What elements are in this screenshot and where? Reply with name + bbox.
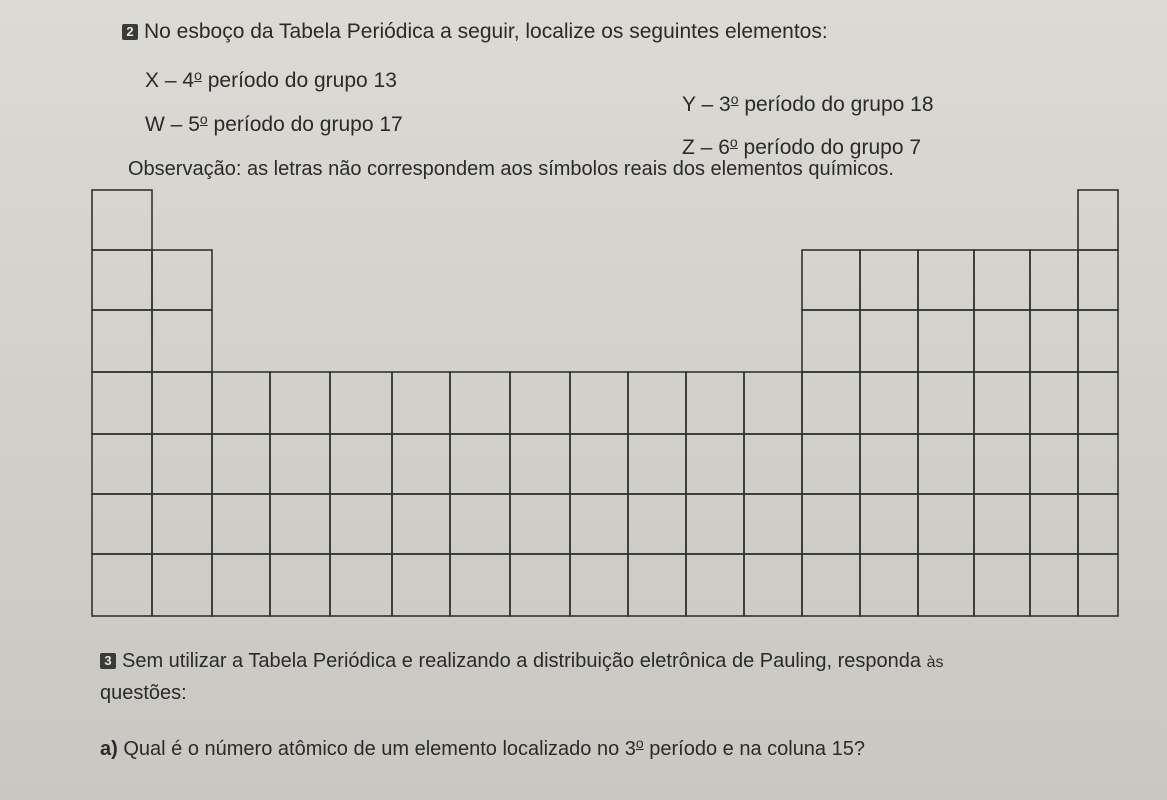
table-cell-p7-g5 bbox=[330, 554, 392, 616]
table-cell-p4-g16 bbox=[974, 372, 1030, 434]
item-period: 3 bbox=[719, 93, 731, 116]
table-cell-p6-g17 bbox=[1030, 494, 1078, 554]
table-cell-p4-g9 bbox=[570, 372, 628, 434]
item-ordinal: o bbox=[729, 134, 738, 150]
table-cell-p4-g7 bbox=[450, 372, 510, 434]
q3-a-text-2: período e na coluna 15? bbox=[649, 738, 865, 760]
table-cell-p6-g18 bbox=[1078, 494, 1118, 554]
table-cell-p6-g15 bbox=[918, 494, 974, 554]
table-cell-p6-g13 bbox=[802, 494, 860, 554]
table-cell-p2-g16 bbox=[974, 250, 1030, 310]
table-cell-p3-g16 bbox=[974, 310, 1030, 372]
table-cell-p5-g13 bbox=[802, 434, 860, 494]
table-cell-p7-g3 bbox=[212, 554, 270, 616]
table-cell-p5-g15 bbox=[918, 434, 974, 494]
table-cell-p5-g17 bbox=[1030, 434, 1078, 494]
table-cell-p7-g1 bbox=[92, 554, 152, 616]
table-cell-p5-g4 bbox=[270, 434, 330, 494]
table-cell-p5-g10 bbox=[628, 434, 686, 494]
q3-text-line2: questões: bbox=[100, 682, 187, 704]
table-cell-p6-g4 bbox=[270, 494, 330, 554]
table-cell-p4-g14 bbox=[860, 372, 918, 434]
table-cell-p4-g17 bbox=[1030, 372, 1078, 434]
table-cell-p7-g11 bbox=[686, 554, 744, 616]
table-cell-p4-g4 bbox=[270, 372, 330, 434]
table-cell-p3-g2 bbox=[152, 310, 212, 372]
table-cell-p3-g18 bbox=[1078, 310, 1118, 372]
table-cell-p5-g1 bbox=[92, 434, 152, 494]
table-cell-p4-g13 bbox=[802, 372, 860, 434]
table-cell-p4-g12 bbox=[744, 372, 802, 434]
table-cell-p7-g10 bbox=[628, 554, 686, 616]
table-cell-p3-g1 bbox=[92, 310, 152, 372]
table-cell-p6-g2 bbox=[152, 494, 212, 554]
table-cell-p3-g15 bbox=[918, 310, 974, 372]
table-cell-p4-g5 bbox=[330, 372, 392, 434]
q3-a-label: a) bbox=[100, 738, 118, 760]
table-cell-p6-g6 bbox=[392, 494, 450, 554]
table-cell-p5-g14 bbox=[860, 434, 918, 494]
item-description: período do grupo 13 bbox=[207, 69, 397, 92]
table-cell-p3-g17 bbox=[1030, 310, 1078, 372]
table-cell-p7-g6 bbox=[392, 554, 450, 616]
q3-text-small: às bbox=[926, 654, 944, 671]
table-cell-p6-g11 bbox=[686, 494, 744, 554]
table-cell-p6-g5 bbox=[330, 494, 392, 554]
table-cell-p7-g14 bbox=[860, 554, 918, 616]
table-cell-p5-g8 bbox=[510, 434, 570, 494]
table-cell-p4-g10 bbox=[628, 372, 686, 434]
item-period: 5 bbox=[188, 113, 200, 136]
item-period: 4 bbox=[182, 69, 195, 92]
table-cell-p7-g2 bbox=[152, 554, 212, 616]
table-cell-p6-g8 bbox=[510, 494, 570, 554]
item-dash: – bbox=[170, 113, 183, 136]
table-cell-p6-g1 bbox=[92, 494, 152, 554]
table-cell-p5-g12 bbox=[744, 434, 802, 494]
q3-number-badge: 3 bbox=[100, 653, 116, 669]
table-cell-p5-g16 bbox=[974, 434, 1030, 494]
item-dash: – bbox=[701, 93, 714, 116]
table-cell-p2-g18 bbox=[1078, 250, 1118, 310]
item-description: período do grupo 17 bbox=[213, 113, 403, 136]
table-cell-p7-g7 bbox=[450, 554, 510, 616]
item-dash: – bbox=[164, 69, 177, 92]
table-cell-p7-g17 bbox=[1030, 554, 1078, 616]
q3-a-ordinal: o bbox=[635, 735, 644, 751]
item-letter: Z bbox=[682, 136, 695, 159]
table-cell-p5-g11 bbox=[686, 434, 744, 494]
q3-a-period: 3 bbox=[624, 738, 636, 760]
table-cell-p6-g9 bbox=[570, 494, 628, 554]
table-cell-p5-g9 bbox=[570, 434, 628, 494]
q3-item-a bbox=[100, 735, 865, 761]
table-cell-p5-g7 bbox=[450, 434, 510, 494]
q2-note: Observação: as letras não correspondem aos símbolos reais dos elementos químicos. bbox=[128, 158, 894, 180]
table-cell-p6-g10 bbox=[628, 494, 686, 554]
q2-number-badge: 2 bbox=[122, 24, 138, 40]
table-cell-p2-g2 bbox=[152, 250, 212, 310]
table-cell-p7-g8 bbox=[510, 554, 570, 616]
table-cell-p7-g4 bbox=[270, 554, 330, 616]
table-cell-p4-g11 bbox=[686, 372, 744, 434]
table-cell-p2-g1 bbox=[92, 250, 152, 310]
table-cell-p6-g7 bbox=[450, 494, 510, 554]
table-cell-p7-g16 bbox=[974, 554, 1030, 616]
item-letter: X bbox=[145, 69, 160, 92]
q3-prompt bbox=[100, 646, 1140, 708]
table-cell-p7-g12 bbox=[744, 554, 802, 616]
q2-intro-text: No esboço da Tabela Periódica a seguir, localize os seguintes elementos: bbox=[144, 20, 828, 43]
item-dash: – bbox=[700, 136, 713, 159]
item-ordinal: o bbox=[199, 111, 208, 127]
table-cell-p1-g1 bbox=[92, 190, 152, 250]
item-description: período do grupo 7 bbox=[743, 136, 922, 159]
table-cell-p4-g2 bbox=[152, 372, 212, 434]
table-cell-p2-g15 bbox=[918, 250, 974, 310]
item-ordinal: o bbox=[194, 67, 202, 83]
table-cell-p2-g14 bbox=[860, 250, 918, 310]
table-cell-p6-g12 bbox=[744, 494, 802, 554]
table-cell-p4-g6 bbox=[392, 372, 450, 434]
table-cell-p3-g13 bbox=[802, 310, 860, 372]
table-cell-p5-g18 bbox=[1078, 434, 1118, 494]
table-cell-p4-g18 bbox=[1078, 372, 1118, 434]
table-cell-p2-g17 bbox=[1030, 250, 1078, 310]
item-letter: Y bbox=[682, 93, 696, 116]
table-cell-p6-g16 bbox=[974, 494, 1030, 554]
table-cell-p4-g8 bbox=[510, 372, 570, 434]
table-cell-p7-g18 bbox=[1078, 554, 1118, 616]
table-cell-p3-g14 bbox=[860, 310, 918, 372]
table-cell-p5-g6 bbox=[392, 434, 450, 494]
item-description: período do grupo 18 bbox=[744, 93, 934, 116]
item-period: 6 bbox=[718, 136, 730, 159]
item-letter: W bbox=[145, 113, 165, 136]
table-cell-p7-g9 bbox=[570, 554, 628, 616]
item-ordinal: o bbox=[730, 91, 739, 107]
table-cell-p6-g3 bbox=[212, 494, 270, 554]
table-cell-p7-g15 bbox=[918, 554, 974, 616]
table-cell-p5-g5 bbox=[330, 434, 392, 494]
table-cell-p4-g1 bbox=[92, 372, 152, 434]
table-cell-p1-g18 bbox=[1078, 190, 1118, 250]
q3-text: Sem utilizar a Tabela Periódica e realizando a distribuição eletrônica de Pauling, responda bbox=[122, 650, 922, 672]
table-cell-p5-g3 bbox=[212, 434, 270, 494]
table-cell-p4-g15 bbox=[918, 372, 974, 434]
table-cell-p5-g2 bbox=[152, 434, 212, 494]
table-cell-p7-g13 bbox=[802, 554, 860, 616]
table-cell-p4-g3 bbox=[212, 372, 270, 434]
table-cell-p6-g14 bbox=[860, 494, 918, 554]
q3-a-text-1: Qual é o número atômico de um elemento localizado no bbox=[123, 738, 620, 760]
table-cell-p2-g13 bbox=[802, 250, 860, 310]
